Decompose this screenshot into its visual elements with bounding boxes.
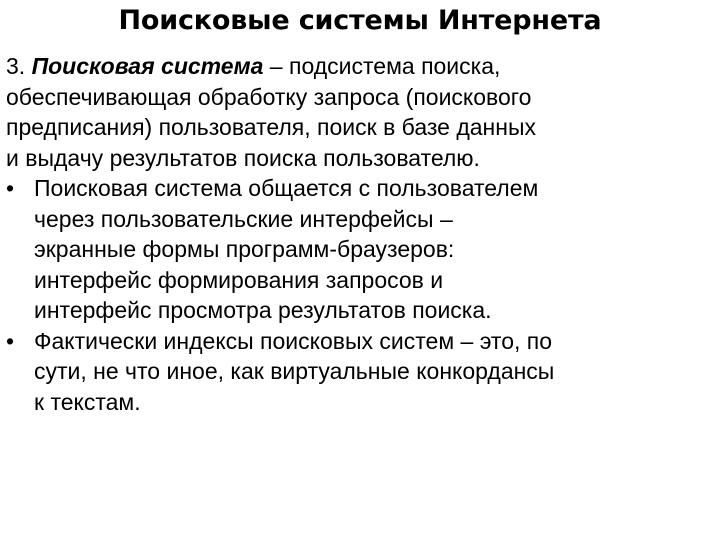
bullet-2-line-1 xyxy=(6,326,718,357)
definition-line-1 xyxy=(6,51,718,82)
bullet-2-line-2: сути, не что иное, как виртуальные конкордансы xyxy=(34,358,555,384)
bullet-1-line-5: интерфейс просмотра результатов поиска. xyxy=(34,297,492,323)
definition-line-1-rest: – подсистема поиска, xyxy=(263,53,501,79)
bullet-2-text-1: Фактически индексы поисковых систем – это, по xyxy=(34,327,553,354)
bullet-1-line-3: экранные формы программ-браузеров: xyxy=(34,236,455,262)
bullet-1-text-1: Поисковая система общается с пользователем xyxy=(34,175,539,201)
slide-title: Поисковые системы Интернета xyxy=(118,5,602,36)
definition-line-2: обеспечивающая обработку запроса (поискового xyxy=(6,83,532,110)
slide-body xyxy=(6,51,718,417)
bullet-1-marker: • xyxy=(6,175,15,201)
bullet-2-marker: • xyxy=(6,327,15,354)
definition-term: Поисковая система xyxy=(31,53,264,79)
definition-line-4: и выдачу результатов поиска пользователю. xyxy=(6,144,480,171)
definition-line-3: предписания) пользователя, поиск в базе данных xyxy=(6,114,536,140)
bullet-1-line-2: через пользовательские интерфейсы – xyxy=(34,205,453,232)
bullet-1-line-4: интерфейс формирования запросов и xyxy=(34,266,444,293)
definition-number: 3. xyxy=(6,53,32,79)
bullet-1-line-1 xyxy=(6,173,718,204)
bullet-2-line-3: к текстам. xyxy=(34,388,141,415)
